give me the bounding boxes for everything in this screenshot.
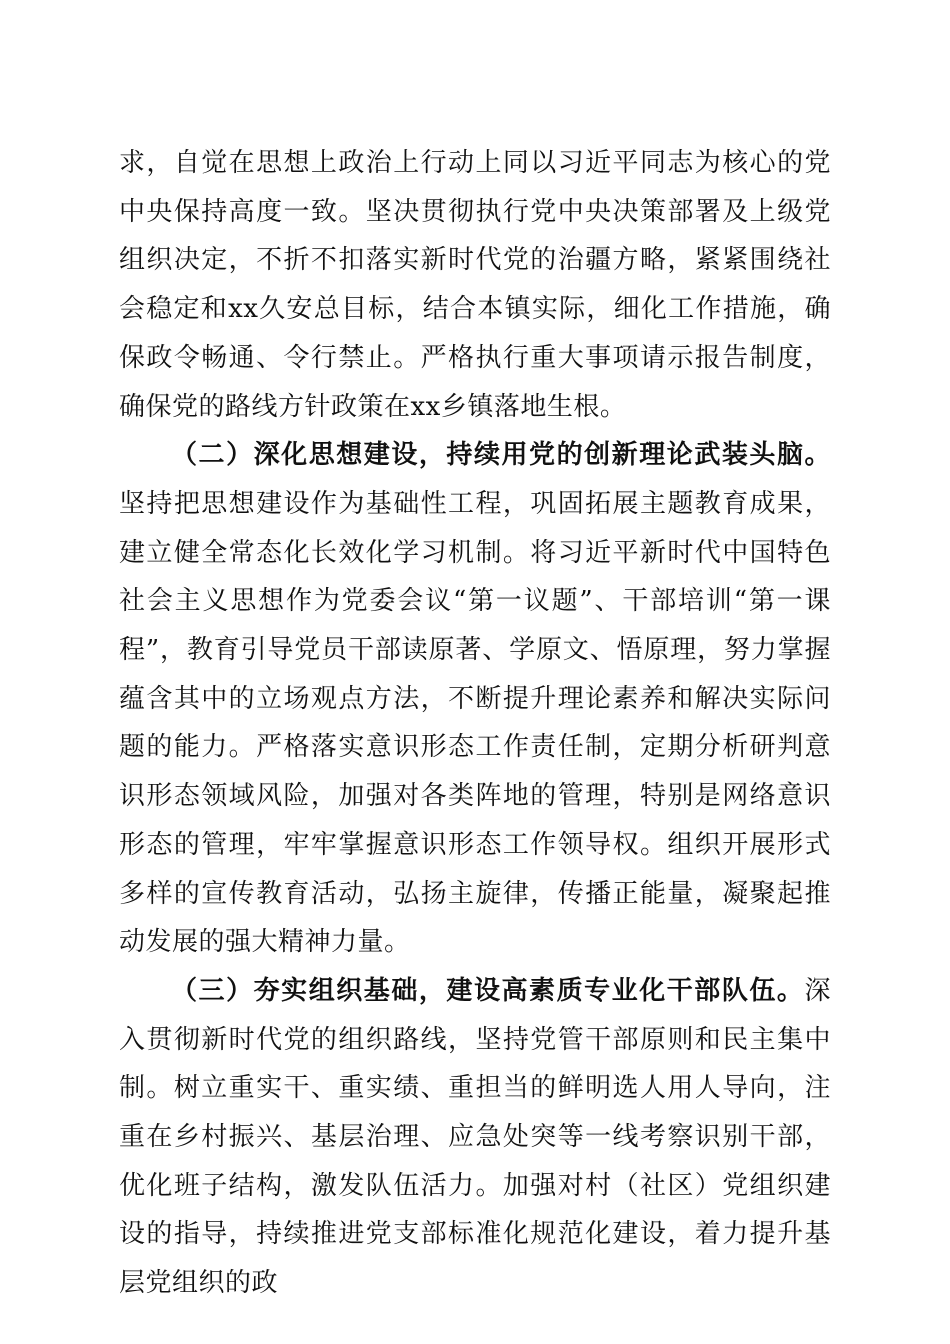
paragraph-text: 求，自觉在思想上政治上行动上同以习近平同志为核心的党中央保持高度一致。坚决贯彻执行党中央决策部署及上级党组织决定，不折不扣落实新时代党的治疆方略，紧紧围绕社会稳定和xx久安总目标，结合本镇实际，细化工作措施，确保政令畅通、令行禁止。严格执行重大事项请示报告制度，确保党的路线方针政策在xx乡镇落地生根。: [119, 148, 831, 422]
paragraph-heading: （三）夯实组织基础，建设高素质专业化干部队伍。: [171, 975, 805, 1006]
paragraph-text: 坚持把思想建设作为基础性工程，巩固拓展主题教育成果，建立健全常态化长效化学习机制。将习近平新时代中国特色社会主义思想作为党委会议“第一议题”、干部培训“第一课程”，教育引导党员干部读原著、学原文、悟原理，努力掌握蕴含其中的立场观点方法，不断提升理论素养和解决实际问题的能力。严格落实意识形态工作责任制，定期分析研判意识形态领域风险，加强对各类阵地的管理，特别是网络意识形态的管理，牢牢掌握意识形态工作领导权。组织开展形式多样的宣传教育活动，弘扬主旋律，传播正能量，凝聚起推动发展的强大精神力量。: [119, 488, 831, 958]
document-body: [119, 139, 831, 1308]
paragraph-section-2: [119, 431, 831, 967]
paragraph-heading: （二）深化思想建设，持续用党的创新理论武装头脑。: [171, 440, 831, 471]
paragraph-continuation: [119, 139, 831, 431]
paragraph-text: 深入贯彻新时代党的组织路线，坚持党管干部原则和民主集中制。树立重实干、重实绩、重担当的鲜明选人用人导向，注重在乡村振兴、基层治理、应急处突等一线考察识别干部，优化班子结构，激发队伍活力。加强对村（社区）党组织建设的指导，持续推进党支部标准化规范化建设，着力提升基层党组织的政: [119, 975, 831, 1299]
paragraph-section-3: [119, 967, 831, 1308]
